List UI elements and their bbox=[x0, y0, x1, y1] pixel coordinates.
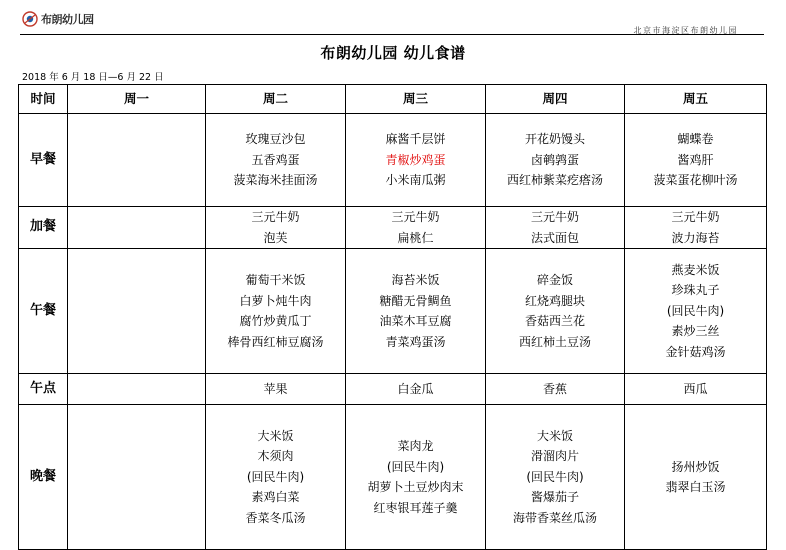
menu-cell bbox=[206, 405, 346, 550]
dish-item: 素鸡白菜 bbox=[251, 490, 300, 505]
dish-item: 红烧鸡腿块 bbox=[524, 293, 585, 308]
dish-item: 苹果 bbox=[263, 381, 288, 396]
menu-cell bbox=[68, 207, 206, 249]
dish-item: 西瓜 bbox=[683, 381, 708, 396]
dish-item: 金针菇鸡汤 bbox=[665, 344, 726, 359]
school-logo-icon bbox=[22, 11, 38, 27]
dish-item: 青菜鸡蛋汤 bbox=[385, 334, 446, 349]
dish-item: (回民牛肉) bbox=[526, 469, 584, 484]
menu-cell bbox=[206, 207, 346, 249]
column-header: 周三 bbox=[346, 85, 486, 114]
column-header: 周五 bbox=[625, 85, 767, 114]
dish-item: 麻酱千层饼 bbox=[385, 132, 446, 147]
menu-cell bbox=[68, 405, 206, 550]
menu-cell bbox=[346, 114, 486, 207]
dish-item: 小米南瓜粥 bbox=[385, 173, 446, 188]
menu-cell bbox=[625, 207, 767, 249]
dish-item: 酱爆茄子 bbox=[530, 490, 579, 505]
menu-cell bbox=[206, 374, 346, 405]
meal-label: 午餐 bbox=[19, 249, 68, 374]
dish-item: 菠菜蛋花柳叶汤 bbox=[653, 173, 738, 188]
header-divider bbox=[20, 34, 764, 35]
column-header: 周一 bbox=[68, 85, 206, 114]
menu-cell bbox=[346, 207, 486, 249]
dish-item: 扬州炒饭 bbox=[671, 459, 720, 474]
column-header: 周四 bbox=[486, 85, 625, 114]
dish-item: 菜肉龙 bbox=[397, 439, 434, 453]
dish-item: 腐竹炒黄瓜丁 bbox=[239, 314, 312, 328]
menu-cell bbox=[346, 405, 486, 550]
dish-item: 泡芙 bbox=[263, 230, 288, 245]
page-title: 布朗幼儿园 幼儿食谱 bbox=[320, 44, 466, 62]
school-location: 北京市海淀区布朗幼儿园 bbox=[633, 26, 738, 35]
menu-cell bbox=[486, 374, 625, 405]
logo bbox=[22, 11, 94, 27]
menu-cell bbox=[206, 114, 346, 207]
table-row bbox=[19, 207, 767, 249]
dish-item: 蝴蝶卷 bbox=[677, 132, 714, 147]
dish-item: (回民牛肉) bbox=[246, 469, 305, 484]
dish-item: 油菜木耳豆腐 bbox=[379, 314, 452, 328]
dish-item: 珍珠丸子 bbox=[671, 283, 720, 298]
menu-cell bbox=[486, 249, 625, 374]
menu-cell bbox=[625, 114, 767, 207]
dish-item: 开花奶馒头 bbox=[524, 132, 585, 147]
meal-label: 加餐 bbox=[19, 207, 68, 249]
dish-item: 糖醋无骨鲷鱼 bbox=[379, 293, 452, 308]
dish-item: (回民牛肉) bbox=[666, 303, 725, 318]
dish-item: 香菜冬瓜汤 bbox=[245, 510, 306, 525]
dish-item: 滑溜肉片 bbox=[530, 449, 579, 464]
meal-label: 早餐 bbox=[19, 114, 68, 207]
dish-item: 翡翠白玉汤 bbox=[665, 480, 726, 494]
meal-label: 午点 bbox=[19, 374, 68, 405]
dish-item: 海带香菜丝瓜汤 bbox=[512, 510, 597, 525]
dish-item: 葡萄干米饭 bbox=[245, 273, 306, 287]
dish-item: 三元牛奶 bbox=[391, 210, 440, 224]
dish-item: 棒骨西红柿豆腐汤 bbox=[227, 334, 324, 349]
dish-item: 玫瑰豆沙包 bbox=[245, 132, 306, 147]
dish-item: 三元牛奶 bbox=[671, 210, 720, 224]
menu-cell bbox=[486, 405, 625, 550]
menu-cell bbox=[625, 405, 767, 550]
menu-cell bbox=[68, 114, 206, 207]
dish-item: 白萝卜炖牛肉 bbox=[239, 293, 312, 308]
dish-item: (回民牛肉) bbox=[386, 459, 445, 474]
dish-item: 三元牛奶 bbox=[530, 210, 579, 224]
dish-item: 卤鹌鹑蛋 bbox=[530, 152, 579, 167]
table-row bbox=[19, 405, 767, 550]
dish-item: 胡萝卜土豆炒肉末 bbox=[367, 480, 464, 494]
dish-item: 燕麦米饭 bbox=[671, 262, 720, 277]
dish-item: 红枣银耳莲子羹 bbox=[373, 500, 458, 515]
meal-label: 晚餐 bbox=[19, 405, 68, 550]
dish-item: 西红柿土豆汤 bbox=[518, 334, 591, 349]
column-header: 时间 bbox=[19, 85, 68, 114]
menu-table bbox=[18, 84, 767, 550]
menu-cell bbox=[68, 374, 206, 405]
dish-item: 海苔米饭 bbox=[391, 273, 440, 287]
dish-item: 素炒三丝 bbox=[671, 324, 720, 339]
dish-item: 大米饭 bbox=[257, 428, 294, 443]
menu-cell bbox=[486, 207, 625, 249]
dish-item: 酱鸡肝 bbox=[677, 152, 714, 167]
menu-cell bbox=[68, 249, 206, 374]
dish-item: 西红柿紫菜疙瘩汤 bbox=[506, 173, 603, 188]
column-header: 周二 bbox=[206, 85, 346, 114]
dish-item: 菠菜海米挂面汤 bbox=[233, 173, 318, 188]
date-range: 2018 年 6 月 18 日—6 月 22 日 bbox=[22, 72, 164, 83]
dish-item: 法式面包 bbox=[530, 230, 579, 245]
table-row bbox=[19, 114, 767, 207]
menu-cell bbox=[346, 249, 486, 374]
menu-cell bbox=[625, 374, 767, 405]
dish-item: 扁桃仁 bbox=[397, 230, 434, 245]
dish-item: 五香鸡蛋 bbox=[251, 152, 300, 167]
header-row bbox=[19, 85, 767, 114]
menu-cell bbox=[206, 249, 346, 374]
menu-cell bbox=[625, 249, 767, 374]
table-row bbox=[19, 374, 767, 405]
dish-item: 香菇西兰花 bbox=[524, 314, 585, 328]
logo-text: 布朗幼儿园 bbox=[41, 13, 94, 26]
dish-item: 碎金饭 bbox=[536, 273, 573, 287]
dish-item: 大米饭 bbox=[536, 428, 573, 443]
dish-item: 白金瓜 bbox=[397, 381, 434, 396]
dish-item: 波力海苔 bbox=[671, 230, 720, 245]
dish-item: 木须肉 bbox=[257, 449, 294, 464]
dish-item: 三元牛奶 bbox=[251, 210, 300, 224]
dish-item: 香蕉 bbox=[542, 381, 567, 396]
dish-item: 青椒炒鸡蛋 bbox=[385, 152, 446, 167]
table-row bbox=[19, 249, 767, 374]
menu-cell bbox=[346, 374, 486, 405]
menu-cell bbox=[486, 114, 625, 207]
